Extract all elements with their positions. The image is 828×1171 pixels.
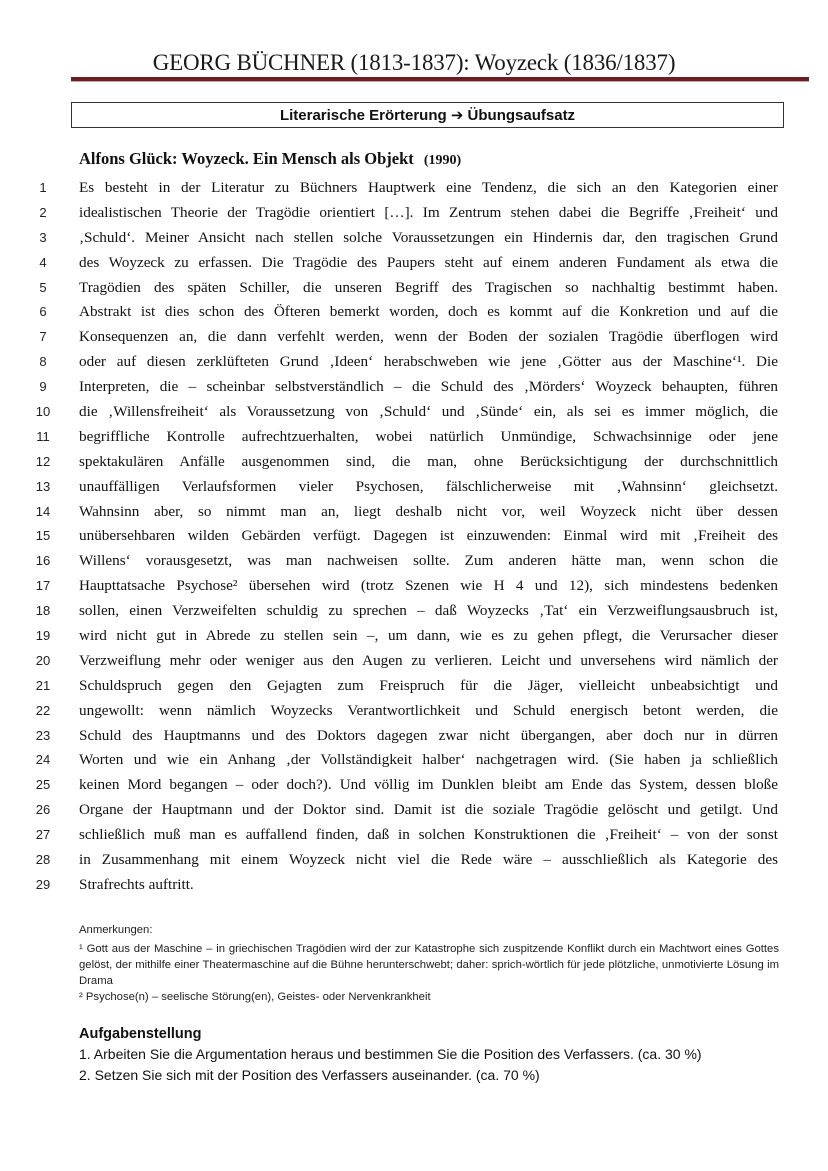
annotation-item: ¹ Gott aus der Maschine – in griechischen Tragödien wird der zur Katastrophe sich zuspitzende Konflikt durch ein Machtwort eines Gottes gelöst, der mithilfe einer Theatermaschine auf die Bühne herunterschwebt; daher: sprich-wörtlich für jede plötzliche, unmotivierte Lösung im Drama bbox=[79, 943, 779, 987]
line-text-content: Abstrakt ist dies schon des Öfteren bemerkt worden, doch es kommt auf die Konkretion und auf die bbox=[79, 303, 778, 321]
text-line bbox=[0, 400, 828, 425]
line-text-content: Wahnsinn aber, so nimmt man an, liegt deshalb nicht vor, weil Woyzeck nicht über dessen bbox=[79, 502, 778, 520]
line-text bbox=[79, 201, 778, 226]
line-text bbox=[79, 500, 778, 525]
text-line bbox=[0, 276, 828, 301]
line-text-content: Organe der Hauptmann und der Doktor sind. Damit ist die soziale Tragödie gelöscht und getilgt. Und bbox=[79, 801, 778, 819]
text-line bbox=[0, 325, 828, 350]
text-line bbox=[0, 524, 828, 549]
line-text bbox=[79, 276, 778, 301]
line-text bbox=[79, 574, 778, 599]
annotation-item: ² Psychose(n) – seelische Störung(en), Geistes- oder Nervenkrankheit bbox=[79, 991, 431, 1003]
line-text bbox=[79, 848, 778, 873]
line-text-content: Interpreten, die – scheinbar selbstverständlich – die Schuld des ‚Mörders‘ Woyzeck behaupten, führen bbox=[79, 378, 778, 396]
line-text bbox=[79, 524, 778, 549]
line-text-content: Strafrechts auftritt. bbox=[79, 875, 194, 893]
line-number: 1 bbox=[39, 180, 47, 195]
line-number: 9 bbox=[39, 379, 47, 395]
line-text bbox=[79, 300, 778, 325]
line-text-content: Verzweiflung mehr oder weniger aus den Augen zu verlieren. Leicht und unversehens wird nämlich der bbox=[79, 651, 778, 669]
text-line bbox=[0, 624, 828, 649]
text-line bbox=[0, 450, 828, 475]
line-number: 13 bbox=[35, 478, 51, 494]
line-text-content: in Zusammenhang mit einem Woyzeck nicht viel die Rede wäre – ausschließlich als Kategorie des bbox=[79, 851, 778, 869]
line-text bbox=[79, 350, 778, 375]
text-line bbox=[0, 226, 828, 251]
text-line bbox=[0, 773, 828, 798]
text-heading-title: Alfons Glück: Woyzeck. Ein Mensch als Objekt bbox=[79, 149, 414, 168]
line-text bbox=[79, 773, 778, 798]
line-text-content: Es besteht in der Literatur zu Büchners Hauptwerk eine Tendenz, die sich an den Kategorien einer bbox=[79, 179, 778, 196]
line-number: 19 bbox=[35, 628, 51, 644]
text-line bbox=[0, 425, 828, 450]
line-text bbox=[79, 823, 778, 848]
text-line bbox=[0, 848, 828, 873]
line-text bbox=[79, 450, 778, 475]
task-item: 2. Setzen Sie sich mit der Position des Verfassers auseinander. (ca. 70 %) bbox=[79, 1067, 540, 1083]
line-number: 28 bbox=[35, 852, 51, 868]
line-number: 17 bbox=[35, 578, 51, 594]
line-text bbox=[79, 549, 778, 574]
line-number: 29 bbox=[35, 876, 51, 892]
line-text bbox=[79, 251, 778, 276]
text-line bbox=[0, 724, 828, 749]
text-line bbox=[0, 251, 828, 276]
text-line bbox=[0, 798, 828, 823]
title-divider bbox=[71, 77, 809, 81]
text-line bbox=[0, 201, 828, 226]
line-number: 3 bbox=[39, 229, 47, 245]
text-line bbox=[0, 300, 828, 325]
line-text-content: oder auf diesen zerklüfteten Grund ‚Ideen‘ herabschweben wie jene ‚Götter aus der Maschine‘¹. Die bbox=[79, 353, 778, 371]
line-text bbox=[79, 176, 778, 201]
line-text bbox=[79, 748, 778, 773]
line-number: 8 bbox=[39, 354, 47, 370]
line-text-content: ungewollt: wenn nämlich Woyzecks Verantwortlichkeit und Schuld energisch betont werden, die bbox=[79, 701, 778, 719]
text-line bbox=[0, 500, 828, 525]
text-line bbox=[0, 873, 828, 898]
line-number: 14 bbox=[35, 503, 51, 519]
text-line bbox=[0, 699, 828, 724]
line-number: 23 bbox=[35, 727, 51, 743]
text-line bbox=[0, 649, 828, 674]
line-text-content: Schuld des Hauptmanns und des Doktors dagegen zwar nicht übergangen, aber doch nur in dürren bbox=[79, 726, 778, 744]
line-text bbox=[79, 724, 778, 749]
text-line bbox=[0, 599, 828, 624]
line-number: 22 bbox=[35, 702, 51, 718]
line-text bbox=[79, 798, 778, 823]
annotations-title: Anmerkungen: bbox=[79, 924, 153, 936]
line-text-content: keinen Mord begangen – oder doch?). Und völlig im Dunklen bleibt am Ende das System, dessen bloße bbox=[79, 776, 778, 794]
line-number: 12 bbox=[35, 453, 51, 469]
text-line bbox=[0, 350, 828, 375]
line-number: 5 bbox=[39, 279, 47, 295]
line-text bbox=[79, 624, 778, 649]
line-number: 18 bbox=[35, 603, 51, 619]
text-line bbox=[0, 674, 828, 699]
line-text-content: Konsequenzen an, die dann verfehlt werden, wenn der Boden der sozialen Tragödie überflogen wird bbox=[79, 328, 778, 346]
task-section bbox=[79, 1024, 799, 1086]
body-text bbox=[0, 176, 828, 898]
line-number: 4 bbox=[39, 254, 47, 270]
line-text-content: Tragödien des späten Schiller, die unseren Begriff des Tragischen so nachhaltig bestimmt haben. bbox=[79, 278, 778, 296]
line-text-content: unauffälligen Verlaufsformen vieler Psychosen, fälschlicherweise mit ‚Wahnsinn‘ gleichsetzt. bbox=[79, 477, 778, 495]
line-text-content: Haupttatsache Psychose² übersehen wird (trotz Szenen wie H 4 und 12), sich mindestens bedenken bbox=[79, 577, 778, 595]
line-number: 6 bbox=[39, 304, 47, 320]
task-item: 1. Arbeiten Sie die Argumentation heraus und bestimmen Sie die Position des Verfassers. (ca. 30 %) bbox=[79, 1046, 702, 1062]
line-text bbox=[79, 325, 778, 350]
text-line bbox=[0, 823, 828, 848]
text-line bbox=[0, 574, 828, 599]
line-text bbox=[79, 674, 778, 699]
text-heading-year: (1990) bbox=[423, 153, 462, 168]
text-line bbox=[0, 549, 828, 574]
task-title: Aufgabenstellung bbox=[79, 1026, 202, 1042]
line-number: 7 bbox=[39, 329, 47, 345]
line-number: 24 bbox=[35, 752, 51, 768]
line-text bbox=[79, 599, 778, 624]
text-line bbox=[0, 475, 828, 500]
line-text bbox=[79, 425, 778, 450]
line-text-content: unübersehbaren wilden Gebärden verfügt. Dagegen ist einzuwenden: Einmal wird mit ‚Freiheit des bbox=[79, 527, 778, 545]
line-text bbox=[79, 226, 778, 251]
page-title: GEORG BÜCHNER (1813-1837): Woyzeck (1836/1837) bbox=[152, 50, 676, 75]
line-text-content: ‚Schuld‘. Meiner Ansicht nach stellen solche Voraussetzungen ein Hindernis dar, den tragischen Grund bbox=[79, 228, 778, 246]
line-text bbox=[79, 375, 778, 400]
line-text-content: spektakulären Anfälle ausgenommen sind, die man, ohne Berücksichtigung der durchschnittlich bbox=[79, 452, 778, 470]
line-text-content: idealistischen Theorie der Tragödie orientiert […]. Im Zentrum stehen dabei die Begriffe ‚Freiheit‘ und bbox=[79, 203, 778, 221]
line-text bbox=[79, 400, 778, 425]
text-line bbox=[0, 748, 828, 773]
line-text-content: die ‚Willensfreiheit‘ als Voraussetzung von ‚Schuld‘ und ‚Sünde‘ ein, als sei es immer möglich, die bbox=[79, 403, 778, 421]
line-text bbox=[79, 873, 778, 898]
line-number: 20 bbox=[35, 652, 51, 668]
line-text-content: Schuldspruch gegen den Gejagten zum Freispruch für die Jäger, vielleicht unbeabsichtigt und bbox=[79, 676, 778, 694]
annotations bbox=[79, 922, 779, 1005]
line-text-content: Worten und wie ein Anhang ‚der Vollständigkeit halber‘ nachgetragen wird. (Sie haben ja schließlich bbox=[79, 751, 778, 769]
line-text-content: des Woyzeck zu erfassen. Die Tragödie des Paupers steht auf einem anderen Fundament als etwa die bbox=[79, 253, 778, 271]
line-number: 15 bbox=[35, 528, 51, 544]
line-number: 26 bbox=[35, 802, 51, 818]
line-text-content: Willens‘ vorausgesetzt, was man nachweisen sollte. Zum anderen hätte man, wenn schon die bbox=[79, 552, 778, 570]
line-number: 11 bbox=[36, 428, 50, 444]
line-number: 16 bbox=[35, 553, 51, 569]
line-number: 25 bbox=[35, 777, 51, 793]
text-heading bbox=[79, 149, 461, 169]
line-number: 27 bbox=[35, 827, 51, 843]
line-text bbox=[79, 475, 778, 500]
line-text bbox=[79, 649, 778, 674]
text-line bbox=[0, 375, 828, 400]
text-line bbox=[0, 176, 828, 201]
line-number: 10 bbox=[35, 404, 51, 420]
line-text-content: schließlich muß man es auffallend finden, daß in solchen Konstruktionen die ‚Freiheit‘ – von der sonst bbox=[79, 826, 778, 844]
line-text-content: begriffliche Kontrolle aufrechtzuerhalten, wobei natürlich Unmündige, Schwachsinnige oder jene bbox=[79, 427, 778, 445]
line-text bbox=[79, 699, 778, 724]
line-text-content: sollen, einen Verzweifelten schuldig zu sprechen – daß Woyzecks ‚Tat‘ ein Verzweiflungsausbruch ist, bbox=[79, 602, 778, 620]
line-number: 2 bbox=[39, 204, 47, 220]
section-label-box: Literarische Erörterung ➔ Übungsaufsatz bbox=[71, 102, 784, 128]
line-text-content: wird nicht gut in Abrede zu stellen sein –, um dann, wie es zu gehen pflegt, die Verursacher dieser bbox=[79, 627, 778, 645]
line-number: 21 bbox=[35, 677, 51, 693]
